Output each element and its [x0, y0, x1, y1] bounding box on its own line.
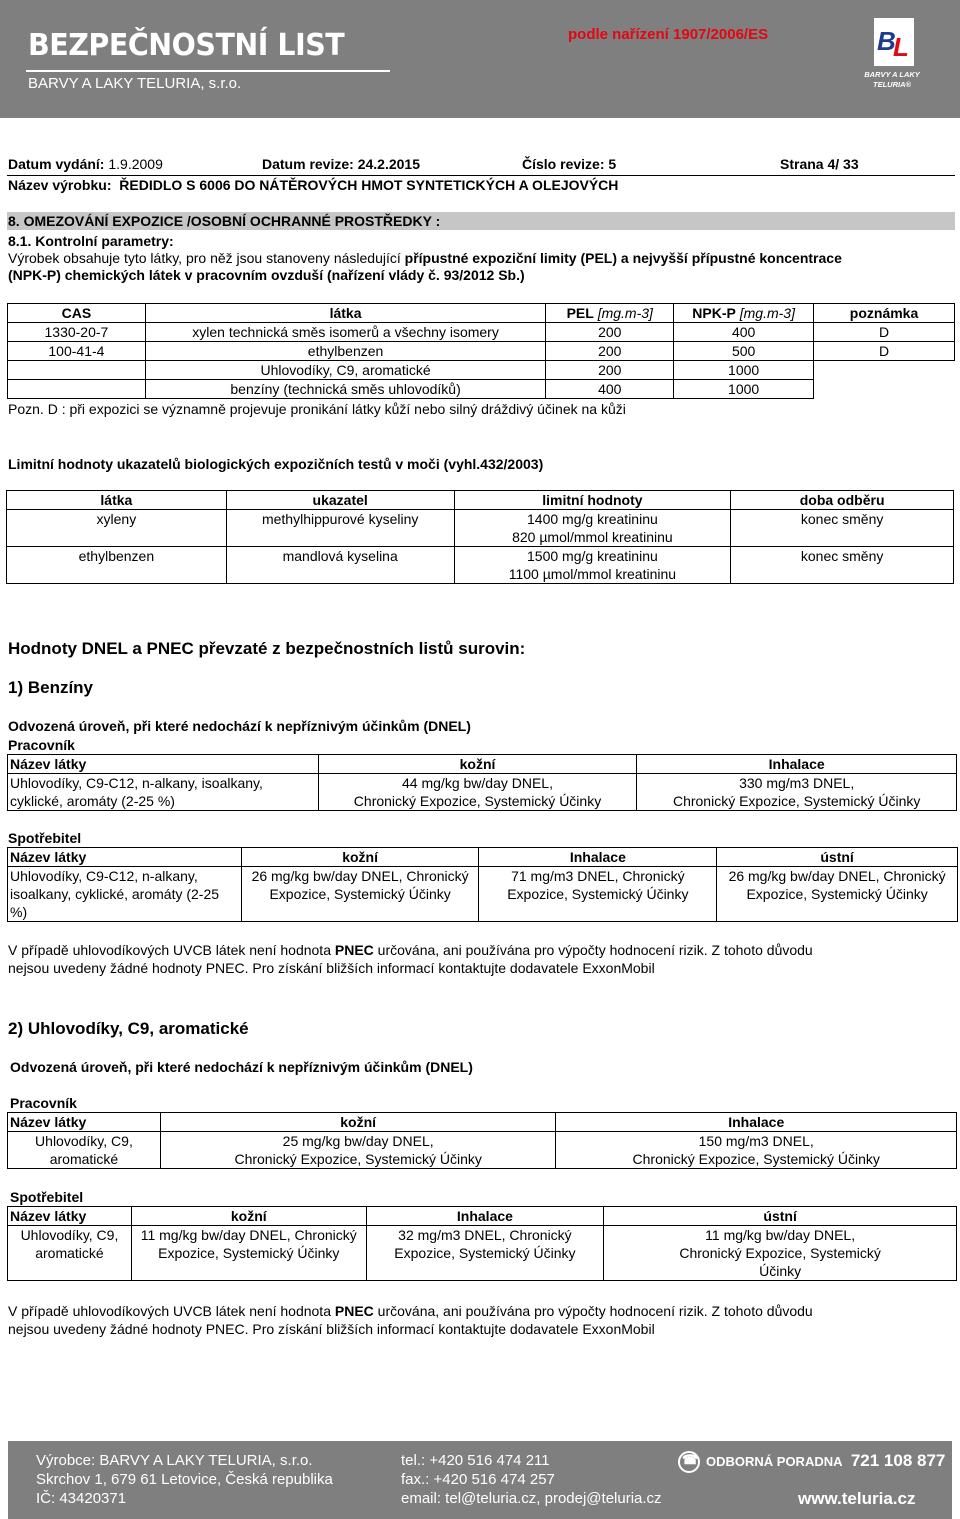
inhal-cell: 32 mg/m3 DNEL, Chronický Expozice, Systemický Účinky: [366, 1226, 604, 1281]
skin-cell: 44 mg/kg bw/day DNEL, Chronický Expozice, Systemický Účinky: [318, 774, 637, 811]
issue-date-label: Datum vydání:: [8, 156, 105, 172]
oral-cell: 11 mg/kg bw/day DNEL, Chronický Expozice, Systemický Účinky: [604, 1226, 957, 1281]
product-label: Název výrobku:: [8, 177, 112, 193]
s2-consumer-table: [7, 1206, 957, 1281]
note-cell: [814, 380, 955, 399]
company-logo: [848, 18, 936, 98]
intro-text-a: Výrobek obsahuje tyto látky, pro něž jsou stanoveny následující: [8, 250, 405, 266]
worker-label-2: Pracovník: [10, 1095, 77, 1111]
document-title: BEZPEČNOSTNÍ LIST: [28, 28, 345, 63]
s1-consumer-table: [7, 847, 958, 922]
logo-mark: B L: [874, 18, 914, 66]
s2-worker-table: [7, 1112, 957, 1169]
dnel-heading: Hodnoty DNEL a PNEC převzaté z bezpečnostních listů surovin:: [8, 639, 526, 658]
substance-cell: ethylbenzen: [145, 342, 545, 361]
regulation-label: podle nařízení 1907/2006/ES: [568, 26, 769, 43]
meta-row-1: [8, 156, 163, 172]
col-inhal-header: Inhalace: [366, 1207, 604, 1226]
bio-header-limit: limitní hodnoty: [454, 491, 731, 510]
title-underline: [26, 70, 390, 72]
company-name: BARVY A LAKY TELURIA, s.r.o.: [28, 75, 242, 92]
footer-hotline: ☎ODBORNÁ PORADNA 721 108 877: [678, 1451, 945, 1473]
cas-cell: 1330-20-7: [8, 323, 146, 342]
footer-website[interactable]: www.teluria.cz: [798, 1489, 916, 1508]
col-name-header: Název látky: [8, 755, 319, 774]
bio-title: Limitní hodnoty ukazatelů biologických expozičních testů v moči (vyhl.432/2003): [8, 456, 544, 472]
col-inhal-header: Inhalace: [556, 1113, 957, 1132]
pel-cell: 200: [546, 323, 674, 342]
time-cell: konec směny: [731, 510, 954, 547]
skin-cell: 25 mg/kg bw/day DNEL, Chronický Expozice, Systemický Účinky: [160, 1132, 556, 1169]
col-oral-header: ústní: [717, 848, 958, 867]
col-name-header: Název látky: [8, 1207, 132, 1226]
pel-header-npk: NPK-P [mg.m-3]: [674, 304, 814, 323]
npk-cell: 1000: [674, 380, 814, 399]
bio-table: [6, 490, 954, 584]
substance-cell: benzíny (technická směs uhlovodíků): [145, 380, 545, 399]
table-row: [7, 547, 954, 584]
logo-text: BARVY A LAKY TELURIA®: [864, 70, 920, 89]
col-name-header: Název látky: [8, 1113, 161, 1132]
npk-cell: 400: [674, 323, 814, 342]
footer-ico: IČ: 43420371: [36, 1490, 127, 1507]
footer-fax: fax.: +420 516 474 257: [401, 1471, 555, 1488]
table-row: [7, 510, 954, 547]
dnel-derived-title-1: Odvozená úroveň, při které nedochází k nepříznivým účinkům (DNEL): [8, 718, 471, 734]
table-row: [8, 1226, 957, 1281]
table-row: [8, 1132, 957, 1169]
substance-cell: xyleny: [7, 510, 227, 547]
col-oral-header: ústní: [604, 1207, 957, 1226]
pel-header-cas: CAS: [8, 304, 146, 323]
pel-note: Pozn. D : při expozici se významně projevuje pronikání látky kůží nebo silný dráždivý účinek na kůži: [8, 401, 626, 417]
col-skin-header: kožní: [318, 755, 637, 774]
footer-address: Skrchov 1, 679 61 Letovice, Česká republika: [36, 1471, 333, 1488]
cas-cell: [8, 361, 146, 380]
pel-header-pel: PEL [mg.m-3]: [546, 304, 674, 323]
note-cell: D: [814, 323, 955, 342]
intro-text-b: přípustné expoziční limity (PEL) a nejvyšší přípustné koncentrace: [404, 250, 842, 266]
page-number: Strana 4/ 33: [780, 156, 859, 172]
revision-number: [522, 156, 616, 172]
bio-header-time: doba odběru: [731, 491, 954, 510]
substance-cell: Uhlovodíky, C9-C12, n-alkany, isoalkany, cyklické, aromáty (2-25 %): [8, 774, 319, 811]
phone-icon: [678, 1451, 700, 1473]
intro-line-2: (NPK-P) chemických látek v pracovním ovzduší (nařízení vlády č. 93/2012 Sb.): [8, 267, 525, 283]
note-cell: [814, 361, 955, 380]
footer-company: [36, 1451, 333, 1508]
table-row: [8, 323, 955, 342]
product-row: [8, 177, 618, 193]
col-skin-header: kožní: [160, 1113, 556, 1132]
col-name-header: Název látky: [8, 848, 242, 867]
limit-cell: 1400 mg/g kreatininu 820 µmol/mmol kreatininu: [454, 510, 731, 547]
dnel-derived-title-2: Odvozená úroveň, při které nedochází k nepříznivým účinkům (DNEL): [10, 1059, 473, 1075]
consumer-label-1: Spotřebitel: [8, 830, 82, 846]
worker-label-1: Pracovník: [8, 737, 75, 753]
cas-cell: [8, 380, 146, 399]
table-row: [8, 867, 958, 922]
footer-manufacturer: Výrobce: BARVY A LAKY TELURIA, s.r.o.: [36, 1452, 313, 1469]
meta-divider: [7, 175, 955, 176]
header-banner: [0, 0, 960, 118]
pel-cell: 400: [546, 380, 674, 399]
table-row: [8, 342, 955, 361]
inhal-cell: 150 mg/m3 DNEL, Chronický Expozice, Systemický Účinky: [556, 1132, 957, 1169]
bio-header-indicator: ukazatel: [226, 491, 454, 510]
pel-header-substance: látka: [145, 304, 545, 323]
footer-tel: tel.: +420 516 474 211: [401, 1452, 550, 1469]
footer-email[interactable]: email: tel@teluria.cz, prodej@teluria.cz: [401, 1490, 662, 1507]
inhal-cell: 330 mg/m3 DNEL, Chronický Expozice, Systemický Účinky: [637, 774, 957, 811]
pel-header-row: [8, 304, 955, 323]
substance-cell: Uhlovodíky, C9, aromatické: [8, 1226, 132, 1281]
note-cell: D: [814, 342, 955, 361]
revision-number-label: Číslo revize:: [522, 156, 605, 172]
oral-cell: 26 mg/kg bw/day DNEL, Chronický Expozice, Systemický Účinky: [717, 867, 958, 922]
table-row: [8, 361, 955, 380]
table-row: [8, 380, 955, 399]
substance-cell: ethylbenzen: [7, 547, 227, 584]
footer-contacts: [401, 1451, 662, 1508]
consumer-label-2: Spotřebitel: [10, 1189, 84, 1205]
product-value: ŘEDIDLO S 6006 DO NÁTĚROVÝCH HMOT SYNTETICKÝCH A OLEJOVÝCH: [119, 177, 619, 193]
col-inhal-header: Inhalace: [479, 848, 717, 867]
section-title: 8. OMEZOVÁNÍ EXPOZICE /OSOBNÍ OCHRANNÉ PROSTŘEDKY :: [7, 212, 955, 230]
time-cell: konec směny: [731, 547, 954, 584]
revision-date: [262, 156, 420, 172]
pnec-note-2: V případě uhlovodíkových UVCB látek není hodnota PNEC určována, ani používána pro výpočty hodnocení rizik. Z tohoto důvodu nejsou uvedeny žádné hodnoty PNEC. Pro získání bližších informací kontaktujte dodavatele ExxonMobil: [8, 1303, 813, 1337]
inhal-cell: 71 mg/m3 DNEL, Chronický Expozice, Systemický Účinky: [479, 867, 717, 922]
section-1-title: 1) Benzíny: [8, 678, 94, 697]
footer-bar: [8, 1441, 952, 1519]
revision-date-label: Datum revize:: [262, 156, 354, 172]
pel-table: [7, 303, 955, 399]
skin-cell: 26 mg/kg bw/day DNEL, Chronický Expozice, Systemický Účinky: [241, 867, 479, 922]
col-skin-header: kožní: [241, 848, 479, 867]
substance-cell: Uhlovodíky, C9, aromatické: [145, 361, 545, 380]
col-skin-header: kožní: [131, 1207, 366, 1226]
bio-header-substance: látka: [7, 491, 227, 510]
revision-number-value: 5: [608, 156, 617, 172]
pel-cell: 200: [546, 342, 674, 361]
subsection-title: 8.1. Kontrolní parametry:: [8, 233, 174, 249]
indicator-cell: mandlová kyselina: [226, 547, 454, 584]
limit-cell: 1500 mg/g kreatininu 1100 µmol/mmol kreatininu: [454, 547, 731, 584]
npk-cell: 1000: [674, 361, 814, 380]
intro-line-1: [8, 249, 842, 267]
section-2-title: 2) Uhlovodíky, C9, aromatické: [8, 1019, 249, 1038]
bio-header-row: [7, 491, 954, 510]
pel-header-note: poznámka: [814, 304, 955, 323]
substance-cell: xylen technická směs isomerů a všechny isomery: [145, 323, 545, 342]
npk-cell: 500: [674, 342, 814, 361]
col-inhal-header: Inhalace: [637, 755, 957, 774]
revision-date-value: 24.2.2015: [357, 156, 420, 172]
table-row: [8, 774, 957, 811]
s1-worker-table: [7, 754, 957, 811]
substance-cell: Uhlovodíky, C9-C12, n-alkany, isoalkany, cyklické, aromáty (2-25 %): [8, 867, 242, 922]
issue-date-value: 1.9.2009: [108, 156, 163, 172]
pnec-note-1: V případě uhlovodíkových UVCB látek není hodnota PNEC určována, ani používána pro výpočty hodnocení rizik. Z tohoto důvodu nejsou uvedeny žádné hodnoty PNEC. Pro získání bližších informací kontaktujte dodavatele ExxonMobil: [8, 942, 813, 976]
cas-cell: 100-41-4: [8, 342, 146, 361]
skin-cell: 11 mg/kg bw/day DNEL, Chronický Expozice, Systemický Účinky: [131, 1226, 366, 1281]
indicator-cell: methylhippurové kyseliny: [226, 510, 454, 547]
substance-cell: Uhlovodíky, C9, aromatické: [8, 1132, 161, 1169]
pel-cell: 200: [546, 361, 674, 380]
